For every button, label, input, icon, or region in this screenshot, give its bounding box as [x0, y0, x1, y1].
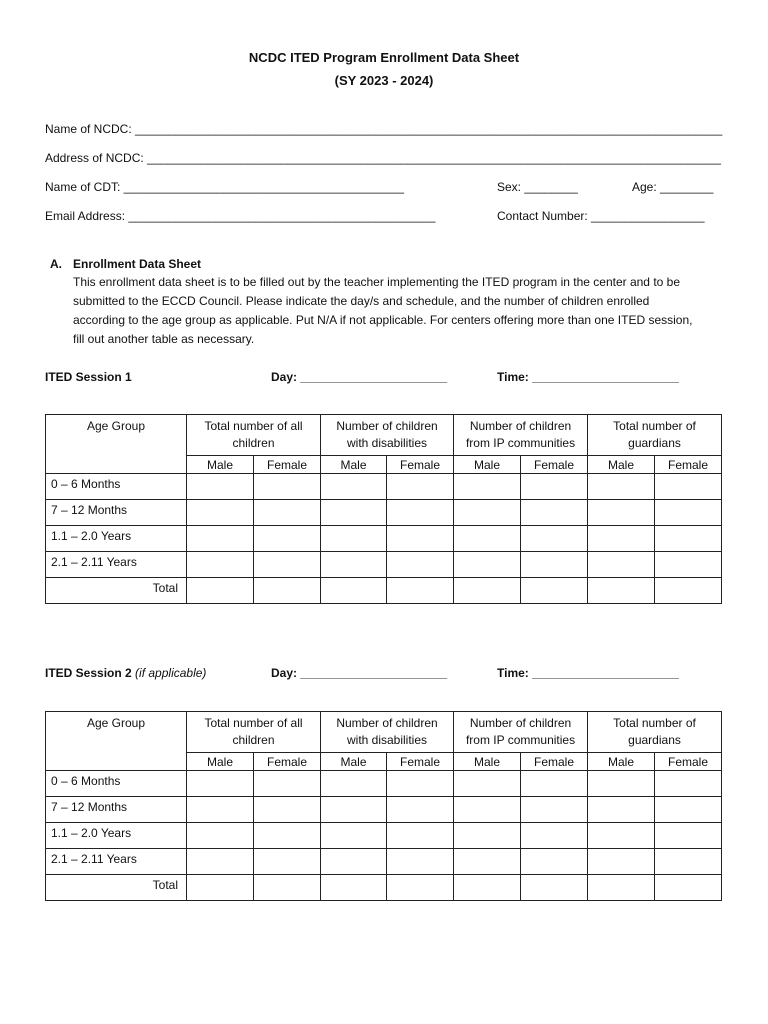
contact-number-field[interactable]: Contact Number: _________________: [497, 209, 705, 223]
data-cell[interactable]: [387, 823, 454, 849]
female-subheader: Female: [521, 456, 588, 474]
data-cell[interactable]: [187, 500, 254, 526]
data-cell[interactable]: [321, 875, 387, 901]
guardians-header: Total number of guardians: [588, 415, 722, 456]
male-subheader: Male: [454, 753, 521, 771]
data-cell[interactable]: [588, 771, 655, 797]
data-cell[interactable]: [588, 552, 655, 578]
data-cell[interactable]: [655, 474, 722, 500]
instruction-line: according to the age group as applicable. Put N/A if not applicable. For centers offering more than one ITED session,: [73, 313, 693, 327]
data-cell[interactable]: [521, 578, 588, 604]
table-row: [46, 500, 722, 526]
female-subheader: Female: [254, 753, 321, 771]
data-cell[interactable]: [387, 578, 454, 604]
data-cell[interactable]: [187, 526, 254, 552]
section-a-instructions: [73, 273, 733, 349]
name-cdt-field[interactable]: Name of CDT: __________________________________________: [45, 180, 404, 194]
table-row: [46, 823, 722, 849]
data-cell[interactable]: [254, 526, 321, 552]
data-cell[interactable]: [454, 500, 521, 526]
data-cell[interactable]: [254, 849, 321, 875]
male-subheader: Male: [187, 456, 254, 474]
data-cell[interactable]: [521, 552, 588, 578]
data-cell[interactable]: [254, 875, 321, 901]
row-label-0-6-months: 0 – 6 Months: [46, 474, 187, 500]
data-cell[interactable]: [254, 797, 321, 823]
total-row: [46, 875, 722, 901]
row-label-1-2-years: 1.1 – 2.0 Years: [46, 526, 187, 552]
data-cell[interactable]: [454, 578, 521, 604]
instruction-line: submitted to the ECCD Council. Please indicate the day/s and schedule, and the number of children enrolled: [73, 294, 650, 308]
data-cell[interactable]: [454, 526, 521, 552]
data-cell[interactable]: [321, 849, 387, 875]
data-cell[interactable]: [521, 771, 588, 797]
address-ncdc-field[interactable]: Address of NCDC: ______________________________________________________________________________________: [45, 151, 721, 165]
male-subheader: Male: [187, 753, 254, 771]
data-cell[interactable]: [187, 849, 254, 875]
session-1-time-field[interactable]: Time: ______________________: [497, 370, 679, 384]
data-cell[interactable]: [521, 875, 588, 901]
data-cell[interactable]: [655, 849, 722, 875]
data-cell[interactable]: [588, 500, 655, 526]
data-cell[interactable]: [387, 771, 454, 797]
page-subtitle: (SY 2023 - 2024): [334, 73, 434, 88]
data-cell[interactable]: [454, 771, 521, 797]
female-subheader: Female: [655, 753, 722, 771]
data-cell[interactable]: [187, 771, 254, 797]
data-cell[interactable]: [187, 552, 254, 578]
table-row: [46, 771, 722, 797]
data-cell[interactable]: [588, 849, 655, 875]
data-cell[interactable]: [588, 797, 655, 823]
data-cell[interactable]: [655, 526, 722, 552]
male-subheader: Male: [588, 456, 655, 474]
row-label-2-3-years: 2.1 – 2.11 Years: [46, 849, 187, 875]
children-disabilities-header: Number of children with disabilities: [321, 415, 454, 456]
data-cell[interactable]: [454, 823, 521, 849]
male-subheader: Male: [321, 456, 387, 474]
data-cell[interactable]: [187, 474, 254, 500]
male-subheader: Male: [454, 456, 521, 474]
data-cell[interactable]: [387, 875, 454, 901]
data-cell[interactable]: [655, 875, 722, 901]
data-cell[interactable]: [454, 552, 521, 578]
data-cell[interactable]: [655, 797, 722, 823]
session-2-table: [45, 711, 722, 901]
data-cell[interactable]: [187, 823, 254, 849]
page-title: NCDC ITED Program Enrollment Data Sheet: [248, 50, 520, 65]
data-cell[interactable]: [521, 474, 588, 500]
table-row: [46, 474, 722, 500]
row-label-1-2-years: 1.1 – 2.0 Years: [46, 823, 187, 849]
age-group-header: Age Group: [46, 712, 187, 771]
data-cell[interactable]: [521, 797, 588, 823]
data-cell[interactable]: [254, 552, 321, 578]
female-subheader: Female: [387, 456, 454, 474]
data-cell[interactable]: [655, 578, 722, 604]
data-cell[interactable]: [187, 797, 254, 823]
data-cell[interactable]: [387, 500, 454, 526]
data-cell[interactable]: [387, 552, 454, 578]
session-2-label: ITED Session 2 (if applicable): [45, 666, 207, 680]
children-disabilities-header: Number of children with disabilities: [321, 712, 454, 753]
data-cell[interactable]: [655, 552, 722, 578]
data-cell[interactable]: [588, 474, 655, 500]
female-subheader: Female: [521, 753, 588, 771]
children-ip-header: Number of children from IP communities: [454, 415, 588, 456]
data-cell[interactable]: [588, 578, 655, 604]
children-ip-header: Number of children from IP communities: [454, 712, 588, 753]
data-cell[interactable]: [454, 797, 521, 823]
section-a-marker: A.: [50, 257, 62, 271]
row-label-7-12-months: 7 – 12 Months: [46, 797, 187, 823]
email-field[interactable]: Email Address: ______________________________________________: [45, 209, 436, 223]
data-cell[interactable]: [321, 526, 387, 552]
data-cell[interactable]: [454, 474, 521, 500]
data-cell[interactable]: [321, 823, 387, 849]
data-cell[interactable]: [254, 823, 321, 849]
age-field[interactable]: Age: ________: [632, 180, 714, 194]
total-label: Total: [46, 578, 187, 604]
data-cell[interactable]: [321, 771, 387, 797]
total-children-header: Total number of all children: [187, 415, 321, 456]
data-cell[interactable]: [454, 849, 521, 875]
table-row: [46, 849, 722, 875]
data-cell[interactable]: [321, 500, 387, 526]
data-cell[interactable]: [588, 823, 655, 849]
table-row: [46, 526, 722, 552]
data-cell[interactable]: [321, 797, 387, 823]
section-a-heading: Enrollment Data Sheet: [73, 257, 202, 271]
guardians-header: Total number of guardians: [588, 712, 722, 753]
name-ncdc-field[interactable]: Name of NCDC: ________________________________________________________________________________________: [45, 122, 723, 136]
data-cell[interactable]: [187, 578, 254, 604]
data-cell[interactable]: [454, 875, 521, 901]
data-cell[interactable]: [187, 875, 254, 901]
data-cell[interactable]: [321, 578, 387, 604]
total-children-header: Total number of all children: [187, 712, 321, 753]
table-row: [46, 552, 722, 578]
data-cell[interactable]: [655, 771, 722, 797]
data-cell[interactable]: [254, 578, 321, 604]
data-cell[interactable]: [387, 474, 454, 500]
data-cell[interactable]: [254, 474, 321, 500]
data-cell[interactable]: [655, 823, 722, 849]
data-cell[interactable]: [521, 823, 588, 849]
instruction-line: This enrollment data sheet is to be filled out by the teacher implementing the ITED program in the center and to be: [73, 275, 681, 289]
male-subheader: Male: [588, 753, 655, 771]
data-cell[interactable]: [655, 500, 722, 526]
session-1-day-field[interactable]: Day: ______________________: [271, 370, 448, 384]
session-2-time-field[interactable]: Time: ______________________: [497, 666, 679, 680]
total-label: Total: [46, 875, 187, 901]
data-cell[interactable]: [387, 526, 454, 552]
instruction-line: fill out another table as necessary.: [73, 332, 255, 346]
row-label-2-3-years: 2.1 – 2.11 Years: [46, 552, 187, 578]
session-2-note: (if applicable): [135, 666, 207, 680]
session-2-day-field[interactable]: Day: ______________________: [271, 666, 448, 680]
data-cell[interactable]: [254, 500, 321, 526]
sex-field[interactable]: Sex: ________: [497, 180, 578, 194]
data-cell[interactable]: [254, 771, 321, 797]
row-label-7-12-months: 7 – 12 Months: [46, 500, 187, 526]
data-cell[interactable]: [321, 552, 387, 578]
female-subheader: Female: [655, 456, 722, 474]
data-cell[interactable]: [588, 526, 655, 552]
data-cell[interactable]: [521, 526, 588, 552]
table-row: [46, 797, 722, 823]
total-row: [46, 578, 722, 604]
data-cell[interactable]: [521, 500, 588, 526]
male-subheader: Male: [321, 753, 387, 771]
female-subheader: Female: [387, 753, 454, 771]
age-group-header: Age Group: [46, 415, 187, 474]
row-label-0-6-months: 0 – 6 Months: [46, 771, 187, 797]
data-cell[interactable]: [387, 797, 454, 823]
data-cell[interactable]: [387, 849, 454, 875]
session-1-table: [45, 414, 722, 604]
data-cell[interactable]: [521, 849, 588, 875]
data-cell[interactable]: [588, 875, 655, 901]
female-subheader: Female: [254, 456, 321, 474]
session-1-label: ITED Session 1: [45, 370, 132, 384]
data-cell[interactable]: [321, 474, 387, 500]
